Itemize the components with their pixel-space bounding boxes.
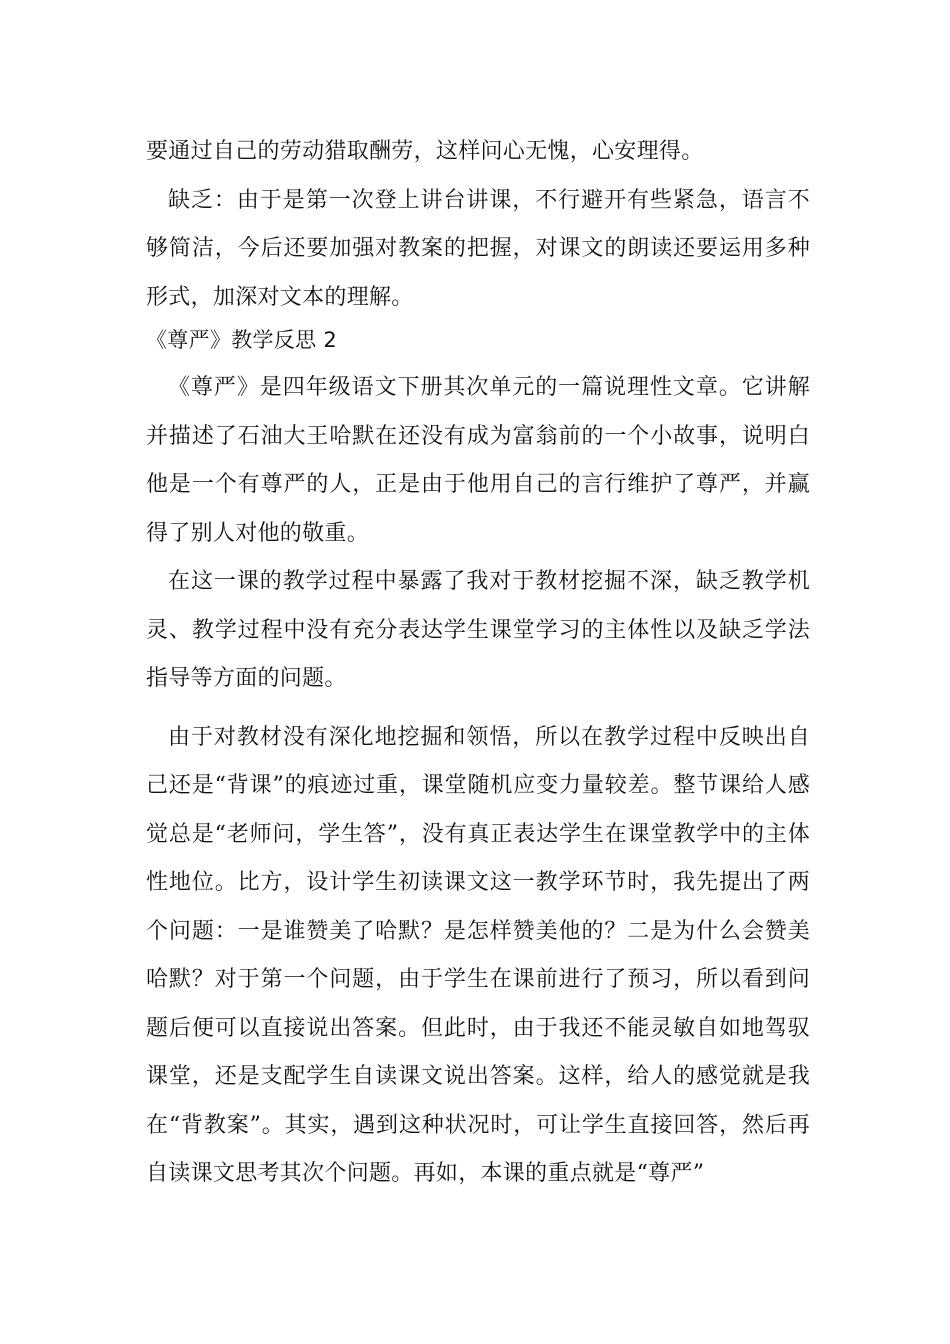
paragraph-3: 《尊严》是四年级语文下册其次单元的一篇说理性文章。它讲解并描述了石油大王哈默在还没有成为富翁前的一个小故事，说明白他是一个有尊严的人，正是由于他用自己的言行维护了尊严，并赢得了别人对他的敬重。 [146,375,810,546]
document-body [146,128,810,1199]
paragraph-1: 要通过自己的劳动猎取酬劳，这样问心无愧，心安理得。 [146,139,704,164]
paragraph-5: 由于对教材没有深化地挖掘和领悟，所以在教学过程中反映出自己还是“背课”的痕迹过重，课堂随机应变力量较差。整节课给人感觉总是“老师问，学生答”，没有真正表达学生在课堂教学中的主体性地位。比方，设计学生初读课文这一教学环节时，我先提出了两个问题：一是谁赞美了哈默？是怎样赞美他的？二是为什么会赞美哈默？对于第一个问题，由于学生在课前进行了预习，所以看到问题后便可以直接说出答案。但此时，由于我还不能灵敏自如地驾驭课堂，还是支配学生自读课文说出答案。这样，给人的感觉就是我在“背教案”。其实，遇到这种状况时，可让学生直接回答，然后再自读课文思考其次个问题。再如，本课的重点就是“尊严” [146,724,810,1186]
section-heading: 《尊严》教学反思 2 [146,328,338,352]
paragraph-4: 在这一课的教学过程中暴露了我对于教材挖掘不深，缺乏教学机灵、教学过程中没有充分表达学生课堂学习的主体性以及缺乏学法指导等方面的问题。 [146,569,810,691]
paragraph-2: 缺乏：由于是第一次登上讲台讲课，不行避开有些紧急，语言不够简洁，今后还要加强对教案的把握，对课文的朗读还要运用多种形式，加深对文本的理解。 [146,187,810,310]
